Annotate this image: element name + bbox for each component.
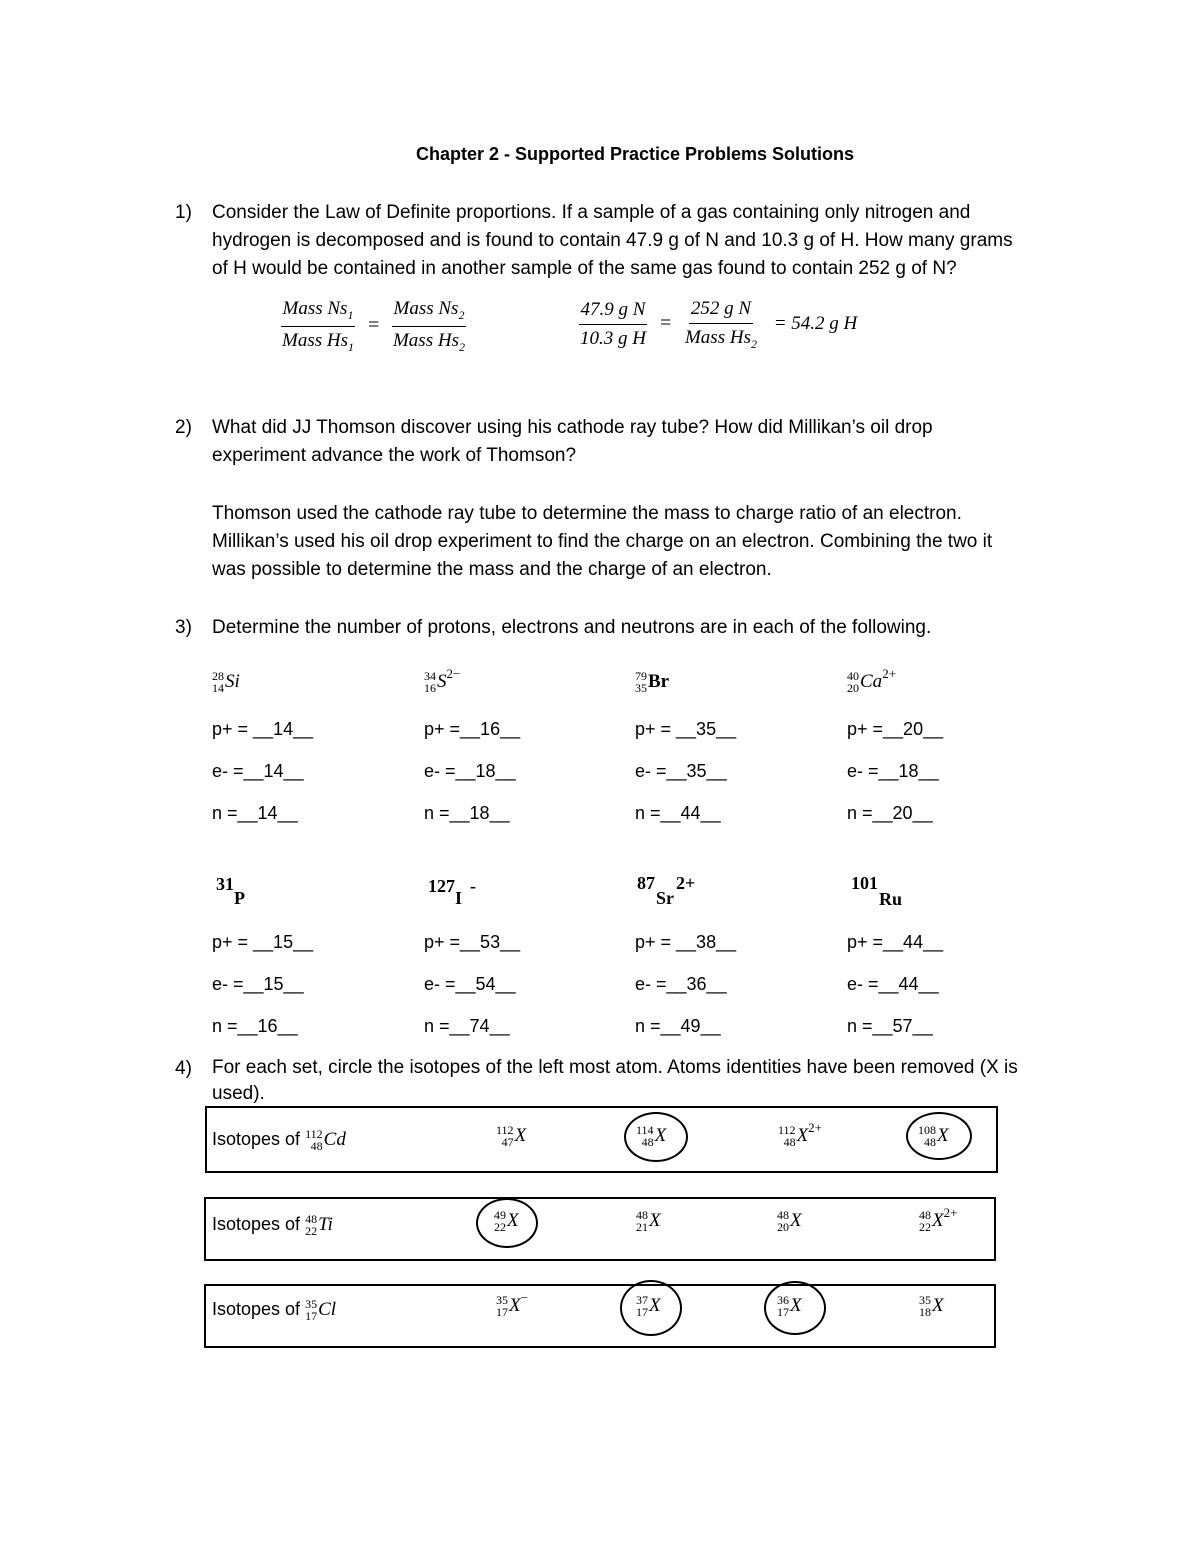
ca-electrons: e- =__18__	[847, 761, 939, 781]
i-neutrons: n =__74__	[424, 1016, 510, 1036]
nuclide-ca-40: 40 20 Ca 2+	[847, 666, 897, 695]
answer-line-1: Thomson used the cathode ray tube to determine the mass to charge ratio of an electron.	[212, 503, 962, 524]
br-electrons: e- =__35__	[635, 761, 727, 781]
fraction-given-ratio: $\frac{\text{47.9 g N}}{\text{10.3 g H}}$	[580, 299, 646, 350]
ru-electrons: e- =__44__	[847, 974, 939, 994]
isotope-option-cl-2[interactable]: 37 17 X	[636, 1293, 661, 1319]
nuclide-i-127-charge: -	[470, 876, 476, 896]
question-2-line-2: experiment advance the work of Thomson?	[212, 445, 577, 466]
ca-protons: p+ =__20__	[847, 719, 944, 739]
question-1-number: 1)	[175, 202, 192, 223]
page-title: Chapter 2 - Supported Practice Problems Solutions	[415, 144, 855, 164]
question-3-number: 3)	[175, 617, 192, 638]
isotope-option-cl-4[interactable]: 35 18 X	[919, 1293, 944, 1319]
ca-neutrons: n =__20__	[847, 803, 933, 823]
nuclide-i-127-symbol: I	[455, 888, 463, 908]
nuclide-sr-87-charge: 2+	[676, 873, 696, 893]
question-2-text	[212, 414, 1072, 470]
nuclide-p-31-mass: 31	[216, 874, 234, 894]
nuclide-p-31-symbol: P	[234, 888, 245, 908]
question-4-text	[212, 1055, 1072, 1107]
s-protons: p+ =__16__	[424, 719, 521, 739]
isotope-option-ti-3[interactable]: 48 20 X	[777, 1208, 802, 1234]
isotope-set-ti-label: Isotopes of 48 22 Ti	[212, 1212, 333, 1238]
br-protons: p+ = __35__	[635, 719, 737, 739]
isotope-option-cd-3[interactable]: 112 48 X 2+	[778, 1120, 823, 1149]
nuclide-i-127-mass: 127	[428, 876, 455, 896]
fraction-unknown-ratio: $\frac{\text{252 g N}}{Mass Hs_2}$	[684, 298, 757, 351]
isotope-option-cl-1[interactable]: 35 17 X −	[496, 1290, 528, 1319]
isotope-option-cd-1[interactable]: 112 47 X	[496, 1123, 527, 1149]
fraction-mass-ratio-1: $\frac{Mass Ns_1}{Mass Hs_1}$	[282, 298, 354, 354]
isotope-option-ti-4[interactable]: 48 22 X 2+	[919, 1205, 958, 1234]
si-protons: p+ = __14__	[212, 719, 314, 739]
solution-equation: $\frac{\text{47.9 g N}}{\text{10.3 g H}}$ = $\frac{\text{252 g N}}{Mass Hs_2}$ = 54.2 g H	[580, 298, 858, 351]
isotope-option-cd-4[interactable]: 108 48 X	[918, 1123, 949, 1149]
question-1-line-1: Consider the Law of Definite proportions. If a sample of a gas containing only nitrogen and	[212, 202, 971, 223]
isotope-set-cd-label: Isotopes of 112 48 Cd	[212, 1127, 346, 1153]
question-1-text	[212, 199, 1072, 283]
isotope-option-ti-1[interactable]: 49 22 X	[494, 1208, 519, 1234]
p-neutrons: n =__16__	[212, 1016, 298, 1036]
sr-electrons: e- =__36__	[635, 974, 727, 994]
isotope-option-cl-3[interactable]: 36 17 X	[777, 1293, 802, 1319]
answer-line-3: was possible to determine the mass and the charge of an electron.	[212, 559, 772, 580]
question-2-line-1: What did JJ Thomson discover using his cathode ray tube? How did Millikan’s oil drop	[212, 417, 933, 438]
fraction-mass-ratio-2: $\frac{Mass Ns_2}{Mass Hs_2}$	[392, 298, 465, 354]
br-neutrons: n =__44__	[635, 803, 721, 823]
question-1-line-2: hydrogen is decomposed and is found to contain 47.9 g of N and 10.3 g of H. How many grams	[212, 230, 1013, 251]
nuclide-s-34: 34 16 S 2−	[424, 666, 461, 695]
nuclide-sr-87-symbol: Sr	[656, 888, 674, 908]
sr-protons: p+ = __38__	[635, 932, 737, 952]
question-4-line-2: used).	[212, 1083, 265, 1104]
nuclide-si-28: 28 14 Si	[212, 669, 240, 695]
question-2-number: 2)	[175, 417, 192, 438]
ratio-equation: $\frac{Mass Ns_1}{Mass Hs_1}$ = $\frac{Mass Ns_2}{Mass Hs_2}$	[282, 298, 465, 354]
ru-neutrons: n =__57__	[847, 1016, 933, 1036]
isotope-option-ti-2[interactable]: 48 21 X	[636, 1208, 661, 1234]
question-1-line-3: of H would be contained in another sample of the same gas found to contain 252 g of N?	[212, 258, 957, 279]
si-electrons: e- =__14__	[212, 761, 304, 781]
answer-line-2: Millikan’s used his oil drop experiment to find the charge on an electron. Combining the two it	[212, 531, 993, 552]
s-neutrons: n =__18__	[424, 803, 510, 823]
question-2-answer	[212, 500, 1072, 584]
i-electrons: e- =__54__	[424, 974, 516, 994]
p-electrons: e- =__15__	[212, 974, 304, 994]
nuclide-ru-101-symbol: Ru	[879, 889, 903, 909]
si-neutrons: n =__14__	[212, 803, 298, 823]
question-3-text: Determine the number of protons, electrons and neutrons are in each of the following.	[212, 617, 932, 638]
isotope-set-cl-label: Isotopes of 35 17 Cl	[212, 1297, 337, 1323]
p-protons: p+ = __15__	[212, 932, 314, 952]
nuclide-br-79: 79 35 Br	[635, 669, 670, 695]
ru-protons: p+ =__44__	[847, 932, 944, 952]
nuclide-ru-101-mass: 101	[851, 873, 878, 893]
question-4-line-1: For each set, circle the isotopes of the left most atom. Atoms identities have been removed (X is	[212, 1057, 1018, 1078]
equation-result: = 54.2 g H	[773, 313, 858, 335]
nuclide-sr-87-mass: 87	[637, 873, 655, 893]
isotope-option-cd-2[interactable]: 114 48 X	[636, 1123, 667, 1149]
i-protons: p+ =__53__	[424, 932, 521, 952]
sr-neutrons: n =__49__	[635, 1016, 721, 1036]
question-4-number: 4)	[175, 1058, 192, 1079]
s-electrons: e- =__18__	[424, 761, 516, 781]
